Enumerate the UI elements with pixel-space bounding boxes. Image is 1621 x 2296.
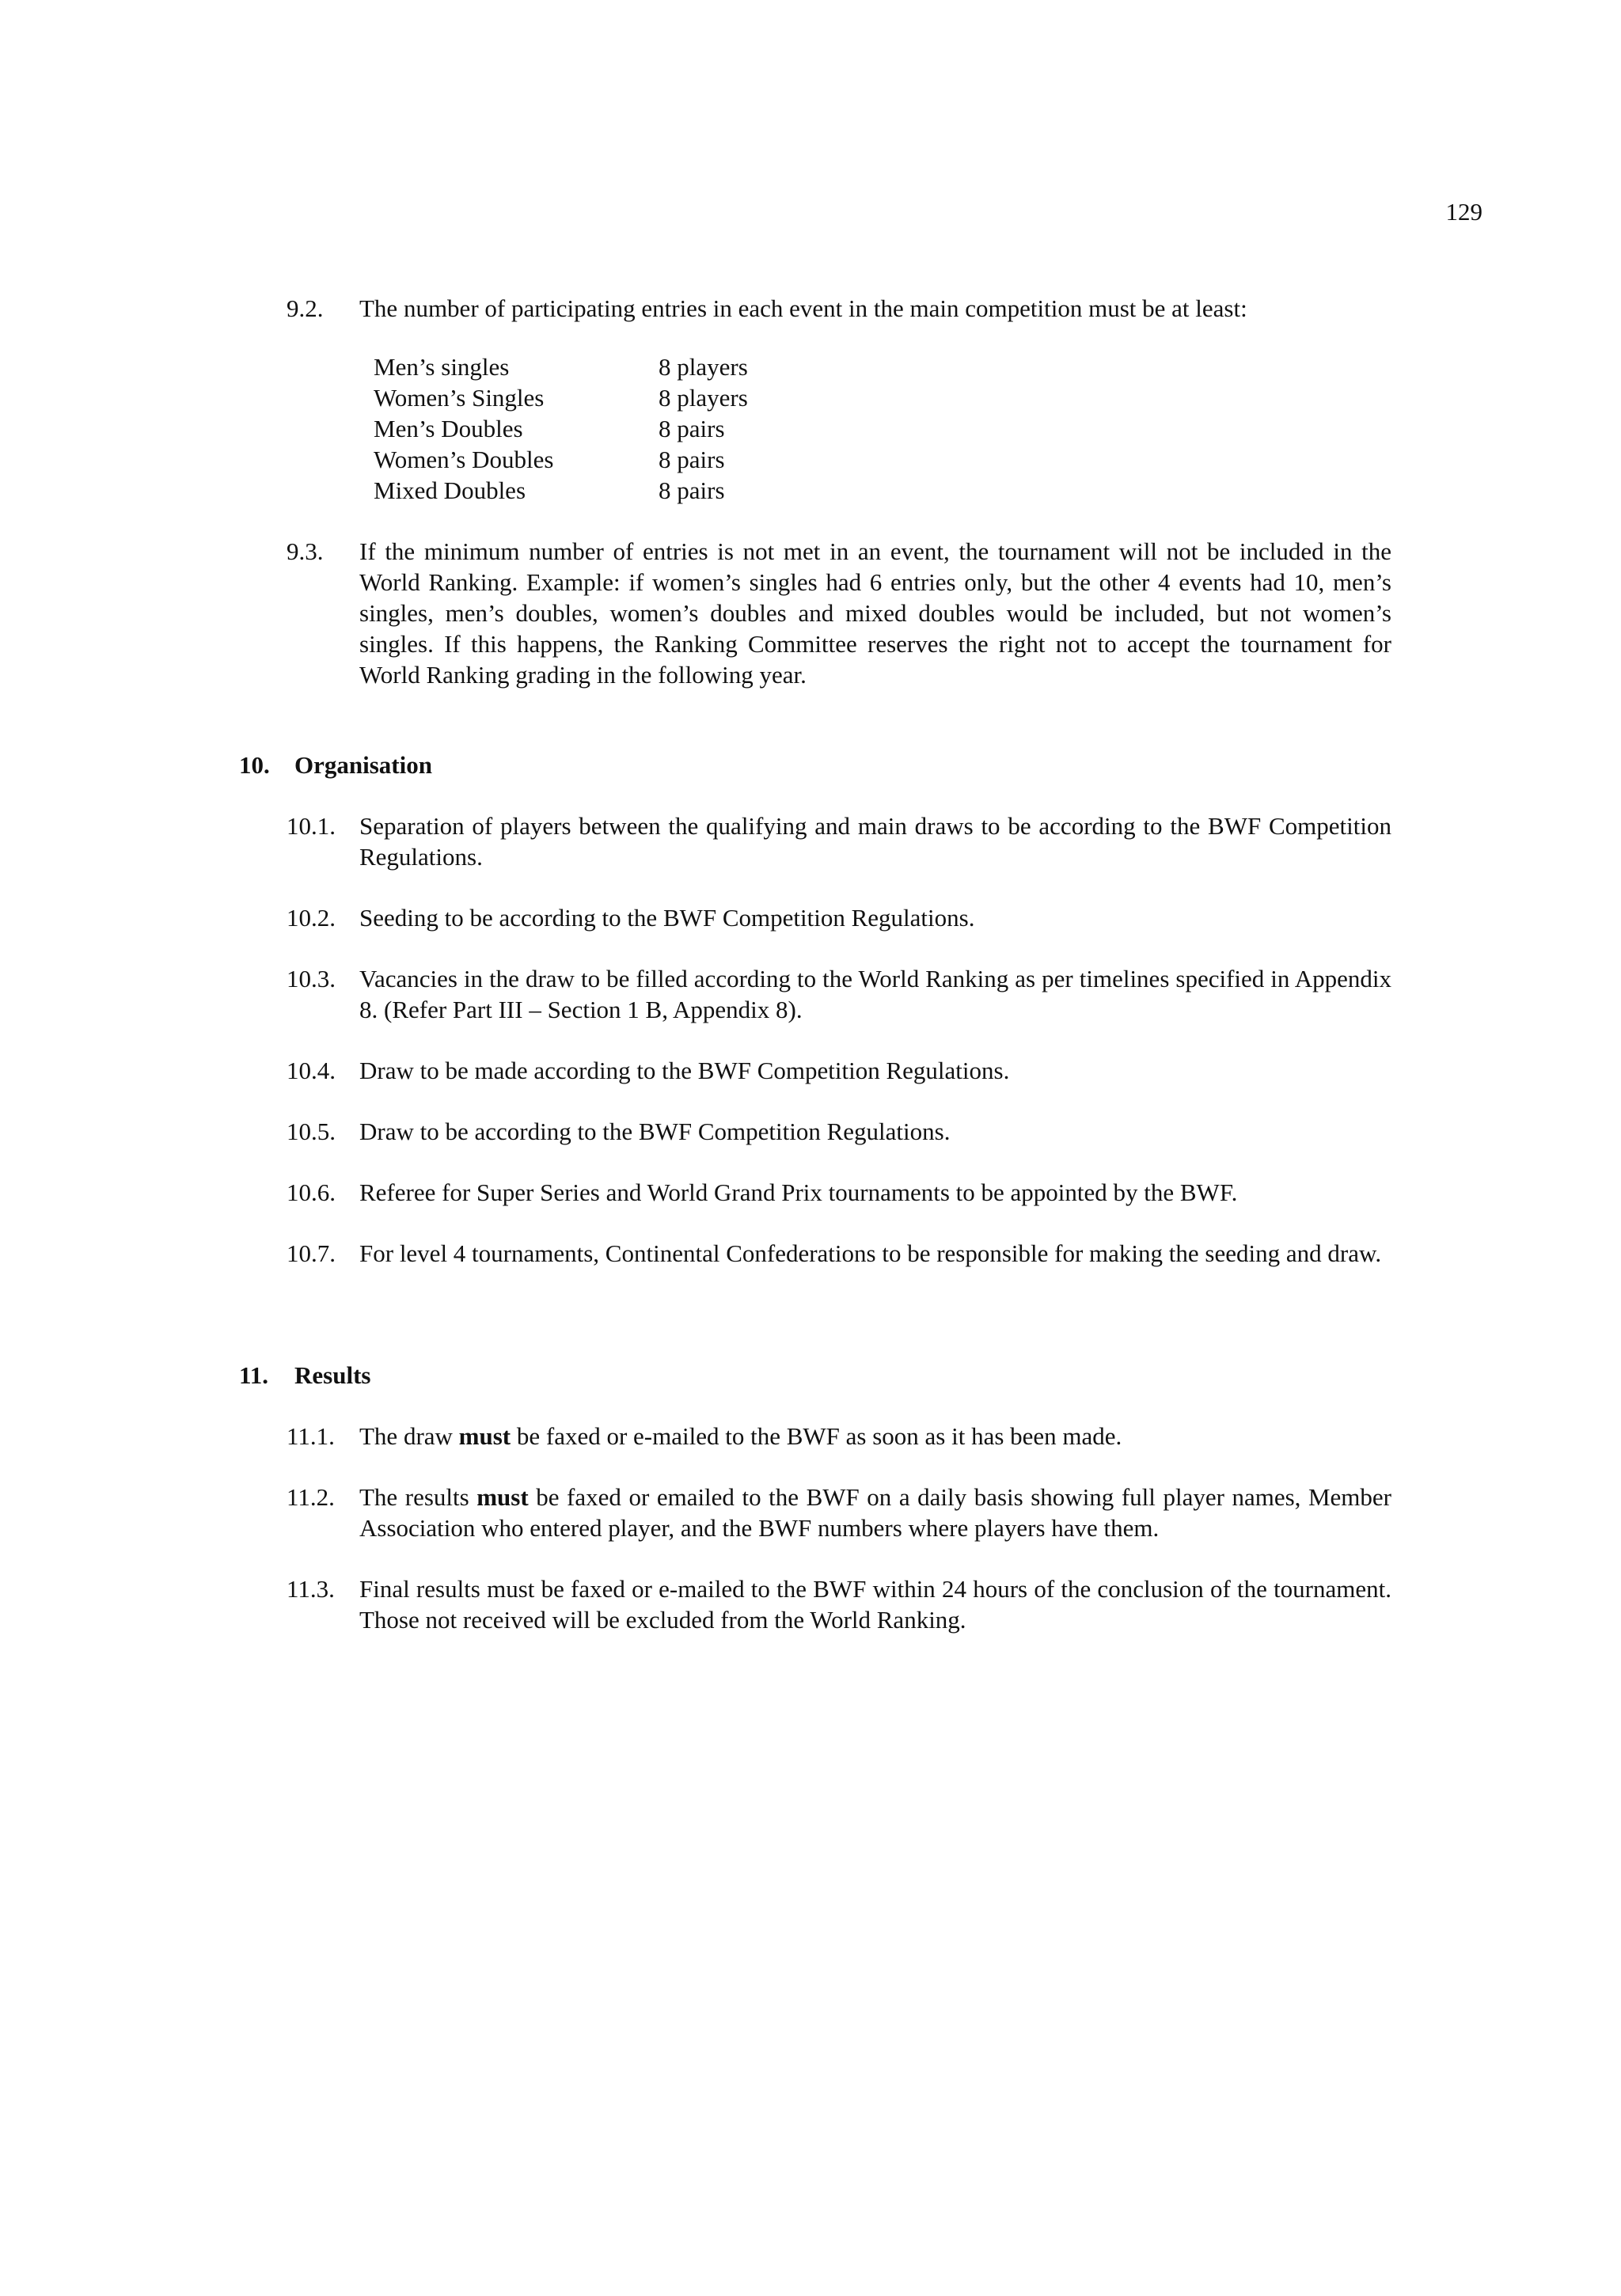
clause-11-2 [287, 1482, 1391, 1543]
emphasis-must: must [458, 1422, 511, 1450]
clause-text: Seeding to be according to the BWF Competition Regulations. [359, 904, 975, 932]
clause-number: 10.6. [287, 1178, 336, 1206]
event-minimum: 8 players [659, 353, 748, 381]
section-heading-results [239, 1360, 370, 1391]
clause-text [359, 1421, 1391, 1452]
clause-10-6 [287, 1177, 1391, 1208]
clause-number: 10.2. [287, 904, 336, 932]
table-row [374, 444, 748, 475]
clause-9-3 [287, 536, 1391, 690]
section-title: Results [294, 1361, 371, 1389]
event-name: Men’s singles [374, 353, 510, 381]
clause-9-2 [287, 293, 1391, 324]
clause-10-7 [287, 1238, 1391, 1269]
clause-10-2 [287, 902, 1391, 933]
clause-text-part: The results [359, 1483, 477, 1511]
page-number: 129 [1445, 198, 1482, 226]
event-name: Men’s Doubles [374, 415, 523, 442]
clause-text: Separation of players between the qualifying and main draws to be according to the BWF Competition Regulations. [359, 812, 1391, 871]
clause-text: If the minimum number of entries is not met in an event, the tournament will not be included in the World Ranking. Example: if women’s singles had 6 entries only, but the other 4 events had 10, men’s singles, men’s doubles, women’s doubles and mixed doubles would be included, but not women’s singles. If this happens, the Ranking Committee reserves the right not to accept the tournament for World Ranking grading in the following year. [359, 537, 1391, 689]
clause-number: 10.4. [287, 1057, 336, 1084]
event-minimum: 8 pairs [659, 415, 725, 442]
clause-number: 9.3. [287, 537, 324, 565]
table-row [374, 382, 748, 413]
event-name: Mixed Doubles [374, 476, 526, 504]
clause-text: Final results must be faxed or e-mailed to the BWF within 24 hours of the conclusion of the tournament. Those not received will be excluded from the World Ranking. [359, 1575, 1391, 1634]
table-row [374, 413, 748, 444]
event-name: Women’s Doubles [374, 446, 554, 473]
clause-number: 11.1. [287, 1422, 335, 1450]
clause-text: For level 4 tournaments, Continental Confederations to be responsible for making the seeding and draw. [359, 1239, 1382, 1267]
event-name: Women’s Singles [374, 384, 545, 412]
event-minimum: 8 players [659, 384, 748, 412]
clause-number: 10.5. [287, 1118, 336, 1145]
table-row [374, 475, 748, 506]
section-title: Organisation [294, 751, 432, 779]
section-number: 10. [239, 751, 270, 779]
table-row [374, 351, 748, 382]
clause-11-3 [287, 1573, 1391, 1635]
clause-text-part: The draw [359, 1422, 459, 1450]
clause-number: 10.1. [287, 812, 336, 840]
clause-text: Referee for Super Series and World Grand Prix tournaments to be appointed by the BWF. [359, 1178, 1238, 1206]
clause-number: 9.2. [287, 294, 324, 322]
clause-text [359, 1482, 1391, 1543]
clause-10-1 [287, 810, 1391, 872]
clause-number: 11.2. [287, 1483, 335, 1511]
clause-11-1 [287, 1421, 1391, 1452]
section-number: 11. [239, 1361, 269, 1389]
clause-10-5 [287, 1116, 1391, 1147]
minimum-entries-table [374, 351, 748, 506]
clause-number: 10.7. [287, 1239, 336, 1267]
clause-10-3 [287, 963, 1391, 1025]
event-minimum: 8 pairs [659, 476, 725, 504]
section-heading-organisation [239, 750, 432, 780]
clause-text: The number of participating entries in each event in the main competition must be at least: [359, 294, 1247, 322]
clause-text: Draw to be made according to the BWF Competition Regulations. [359, 1057, 1010, 1084]
clause-text: Vacancies in the draw to be filled according to the World Ranking as per timelines specified in Appendix 8. (Refer Part III – Section 1 B, Appendix 8). [359, 965, 1391, 1023]
event-minimum: 8 pairs [659, 446, 725, 473]
clause-10-4 [287, 1055, 1391, 1086]
clause-number: 10.3. [287, 965, 336, 992]
clause-text: Draw to be according to the BWF Competition Regulations. [359, 1118, 951, 1145]
clause-text-part: be faxed or emailed to the BWF on a daily basis showing full player names, Member Association who entered player, and the BWF numbers where players have them. [359, 1483, 1391, 1542]
clause-number: 11.3. [287, 1575, 335, 1603]
clause-text-part: be faxed or e-mailed to the BWF as soon as it has been made. [511, 1422, 1122, 1450]
emphasis-must: must [476, 1483, 529, 1511]
